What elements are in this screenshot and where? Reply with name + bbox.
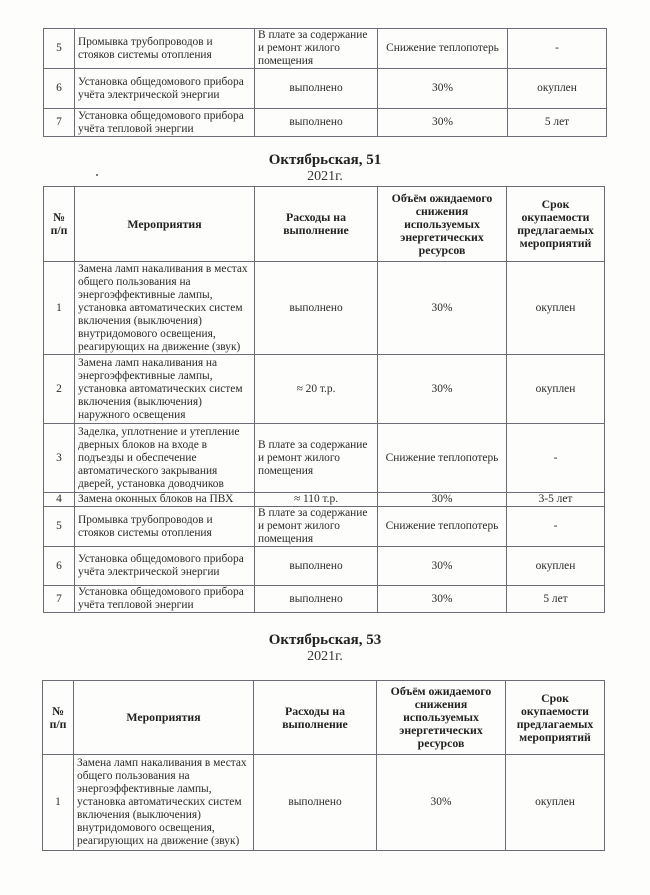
volume-cell: Снижение теплопотерь: [378, 507, 507, 547]
row-number: 1: [43, 755, 74, 851]
measures-table-51: [43, 186, 605, 613]
term-cell: окуплен: [506, 755, 605, 851]
row-number: 1: [44, 262, 75, 355]
activity-cell: Установка общедомового прибора учёта электрической энергии: [75, 69, 255, 109]
volume-cell: 30%: [378, 586, 507, 613]
cost-cell: В плате за содержание и ремонт жилого помещения: [255, 424, 378, 493]
header-row: [43, 681, 605, 755]
volume-cell: 30%: [377, 755, 506, 851]
table-row: [44, 109, 607, 137]
header-cost: Расходы на выполнение: [255, 187, 378, 262]
table-row: [44, 586, 605, 613]
table-row: [44, 547, 605, 586]
cost-cell: выполнено: [254, 755, 377, 851]
header-volume: Объём ожидаемого снижения используемых энергетических ресурсов: [377, 681, 506, 755]
volume-cell: 30%: [378, 69, 508, 109]
row-number: 5: [44, 507, 75, 547]
activity-cell: Установка общедомового прибора учёта тепловой энергии: [75, 586, 255, 613]
cost-cell: выполнено: [255, 262, 378, 355]
cost-cell: ≈ 110 т.р.: [255, 493, 378, 507]
table-row: [44, 493, 605, 507]
table-row: [43, 755, 605, 851]
year-label: 2021г.: [307, 649, 343, 664]
row-number: 6: [44, 547, 75, 586]
term-cell: окуплен: [507, 262, 605, 355]
volume-cell: 30%: [378, 109, 508, 137]
activity-cell: Замена ламп накаливания в местах общего пользования на энергоэффективные лампы, установка автоматических систем включения (выключения) внутридомового освещения, реагирующих на движение (звук): [74, 755, 254, 851]
header-num: № п/п: [44, 187, 75, 262]
table-row: [44, 355, 605, 424]
address-heading: Октябрьская, 51: [268, 152, 382, 168]
activity-cell: Замена оконных блоков на ПВХ: [75, 493, 255, 507]
volume-cell: 30%: [378, 493, 507, 507]
cost-cell: выполнено: [255, 69, 378, 109]
cost-cell: ≈ 20 т.р.: [255, 355, 378, 424]
table-row: [44, 29, 607, 69]
row-number: 4: [44, 493, 75, 507]
row-number: 7: [44, 586, 75, 613]
table-row: [44, 507, 605, 547]
term-cell: окуплен: [507, 355, 605, 424]
activity-cell: Заделка, уплотнение и утепление дверных блоков на входе в подъезды и обеспечение автоматического закрывания дверей, установка доводчиков: [75, 424, 255, 493]
term-cell: окуплен: [507, 547, 605, 586]
activity-cell: Замена ламп накаливания на энергоэффективные лампы, установка автоматических систем включения (выключения) наружного освещения: [75, 355, 255, 424]
activity-cell: Установка общедомового прибора учёта тепловой энергии: [75, 109, 255, 137]
year-label: 2021г.: [307, 169, 343, 184]
row-number: 6: [44, 69, 75, 109]
table-continuation: [43, 28, 607, 137]
term-cell: 5 лет: [508, 109, 607, 137]
activity-cell: Промывка трубопроводов и стояков системы отопления: [75, 507, 255, 547]
cost-cell: В плате за содержание и ремонт жилого помещения: [255, 29, 378, 69]
term-cell: 3-5 лет: [507, 493, 605, 507]
header-num: № п/п: [43, 681, 74, 755]
section-title: [0, 632, 650, 665]
row-number: 2: [44, 355, 75, 424]
cost-cell: выполнено: [255, 109, 378, 137]
header-term: Срок окупаемости предлагаемых мероприятий: [507, 187, 605, 262]
row-number: 7: [44, 109, 75, 137]
volume-cell: 30%: [378, 547, 507, 586]
table-row: [44, 424, 605, 493]
activity-cell: Установка общедомового прибора учёта электрической энергии: [75, 547, 255, 586]
address-heading: Октябрьская, 53: [268, 632, 382, 648]
header-activity: Мероприятия: [75, 187, 255, 262]
header-cost: Расходы на выполнение: [254, 681, 377, 755]
header-volume: Объём ожидаемого снижения используемых энергетических ресурсов: [378, 187, 507, 262]
table-row: [44, 69, 607, 109]
term-cell: окуплен: [508, 69, 607, 109]
volume-cell: 30%: [378, 355, 507, 424]
row-number: 5: [44, 29, 75, 69]
volume-cell: Снижение теплопотерь: [378, 424, 507, 493]
header-row: [44, 187, 605, 262]
cost-cell: В плате за содержание и ремонт жилого помещения: [255, 507, 378, 547]
header-term: Срок окупаемости предлагаемых мероприятий: [506, 681, 605, 755]
activity-cell: Промывка трубопроводов и стояков системы отопления: [75, 29, 255, 69]
term-cell: -: [507, 424, 605, 493]
measures-table-53: [42, 680, 605, 851]
volume-cell: Снижение теплопотерь: [378, 29, 508, 69]
activity-cell: Замена ламп накаливания в местах общего пользования на энергоэффективные лампы, установка автоматических систем включения (выключения) внутридомового освещения, реагирующих на движение (звук): [75, 262, 255, 355]
table-row: [44, 262, 605, 355]
cost-cell: выполнено: [255, 586, 378, 613]
section-title: [0, 152, 650, 185]
term-cell: 5 лет: [507, 586, 605, 613]
term-cell: -: [507, 507, 605, 547]
row-number: 3: [44, 424, 75, 493]
cost-cell: выполнено: [255, 547, 378, 586]
header-activity: Мероприятия: [74, 681, 254, 755]
term-cell: -: [508, 29, 607, 69]
volume-cell: 30%: [378, 262, 507, 355]
